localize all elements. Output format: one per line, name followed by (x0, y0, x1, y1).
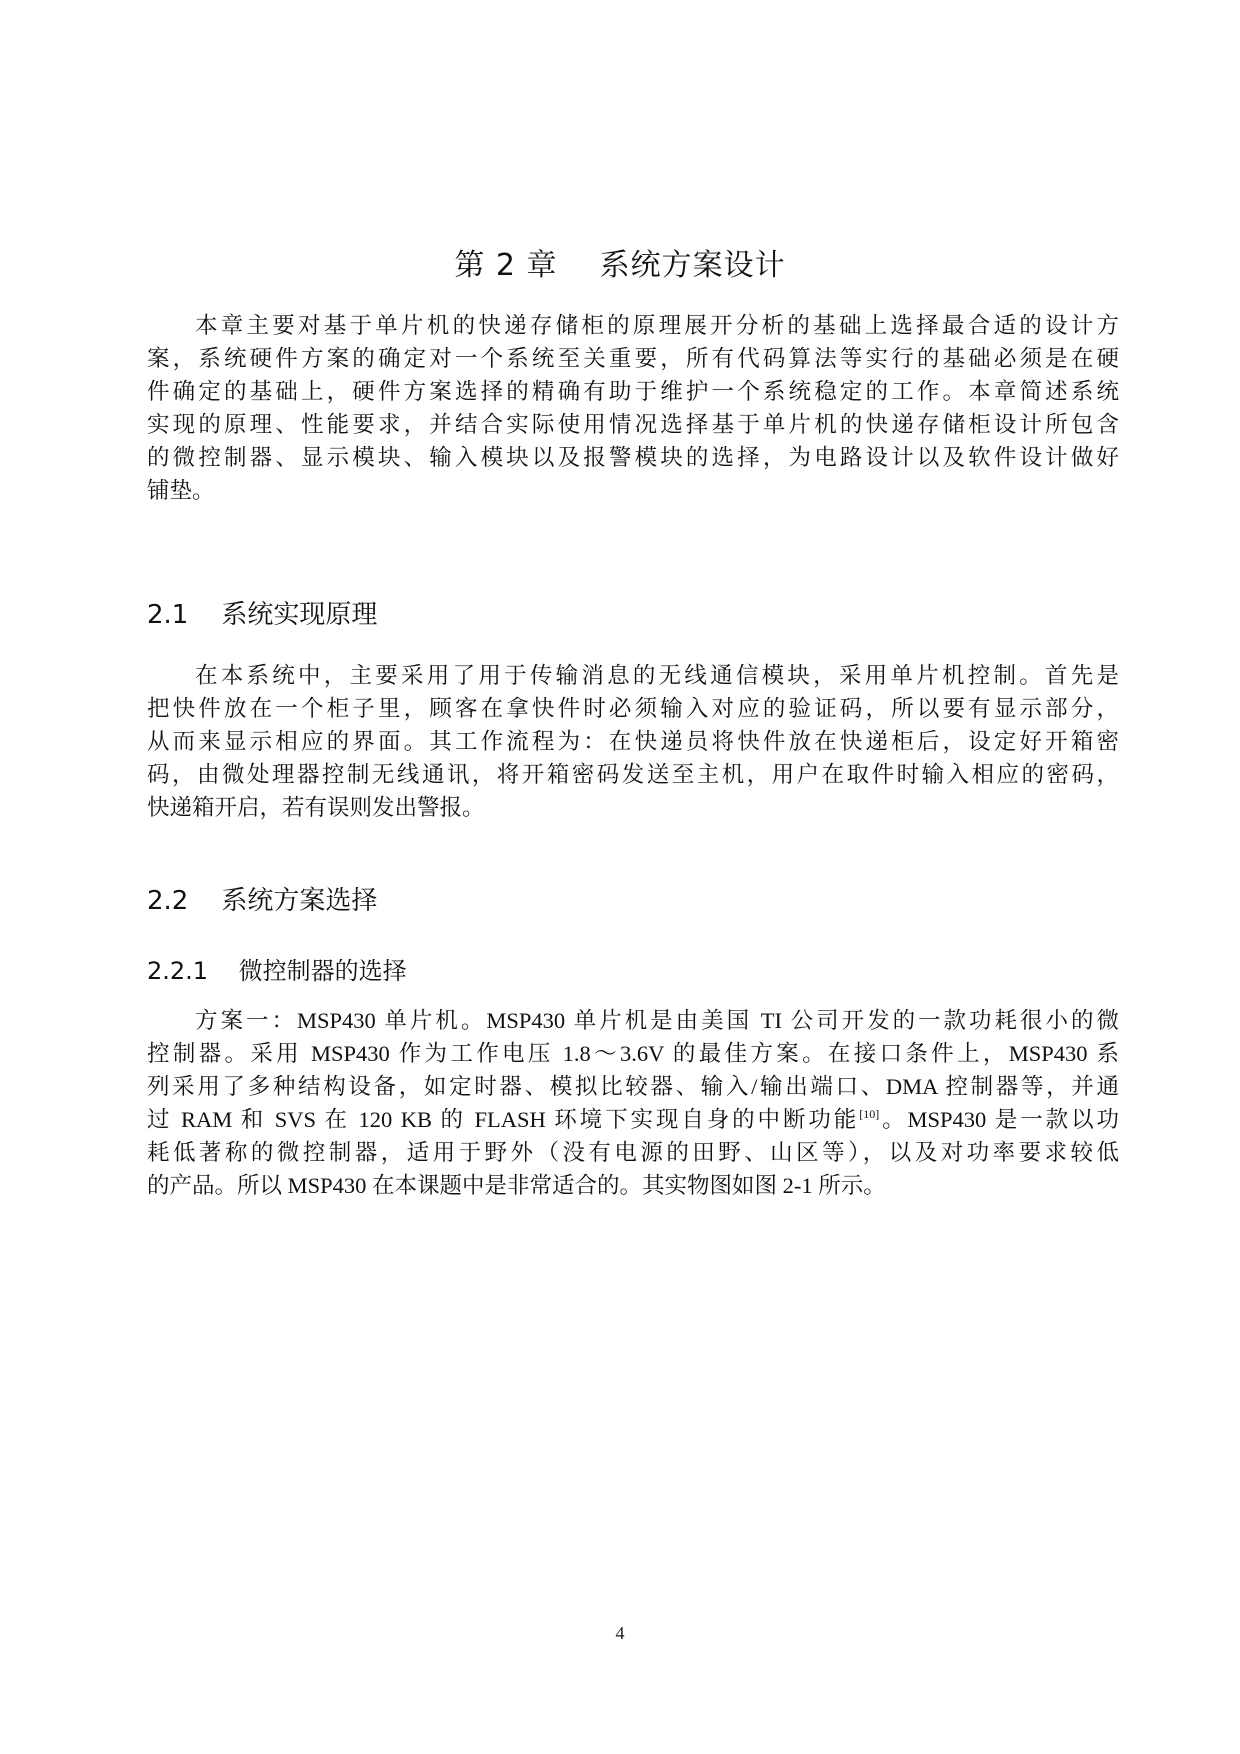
s21-line-1: 在本系统中，主要采用了用于传输消息的无线通信模块，采用单片机控制。首先是 (195, 663, 1119, 688)
intro-line-3: 件确定的基础上，硬件方案选择的精确有助于维护一个系统稳定的工作。本章简述系统 (147, 379, 1119, 404)
s21-line-5: 快递箱开启，若有误则发出警报。 (147, 795, 485, 820)
s221-line-6: 的产品。所以 MSP430 在本课题中是非常适合的。其实物图如图 2-1 所示。 (147, 1173, 886, 1198)
s221-line-4 (147, 1102, 1119, 1138)
intro-line-1: 本章主要对基于单片机的快递存储柜的原理展开分析的基础上选择最合适的设计方 (195, 313, 1119, 338)
s21-line-2: 把快件放在一个柜子里，顾客在拿快件时必须输入对应的验证码，所以要有显示部分， (147, 696, 1119, 721)
section-heading-2-2: 2.2 系统方案选择 (147, 886, 378, 916)
subsection-heading-2-2-1: 2.2.1 微控制器的选择 (147, 957, 407, 985)
chapter-title: 第 2 章 系统方案设计 (454, 248, 786, 283)
page-number: 4 (615, 1623, 625, 1643)
intro-line-6: 铺垫。 (147, 478, 215, 503)
citation-reference[interactable]: [10] (859, 1107, 880, 1121)
intro-line-2: 案，系统硬件方案的确定对一个系统至关重要，所有代码算法等实行的基础必须是在硬 (147, 346, 1119, 371)
s21-line-3: 从而来显示相应的界面。其工作流程为：在快递员将快件放在快递柜后，设定好开箱密 (147, 729, 1119, 754)
s221-line-4-tail: 。MSP430 是一款以功 (879, 1107, 1119, 1132)
s221-line-3: 列采用了多种结构设备，如定时器、模拟比较器、输入/输出端口、DMA 控制器等，并通 (147, 1074, 1119, 1099)
s221-line-4-text: 过 RAM 和 SVS 在 120 KB 的 FLASH 环境下实现自身的中断功能 (147, 1107, 860, 1132)
s21-line-4: 码，由微处理器控制无线通讯，将开箱密码发送至主机，用户在取件时输入相应的密码， (147, 762, 1119, 787)
s221-line-2: 控制器。采用 MSP430 作为工作电压 1.8～3.6V 的最佳方案。在接口条件上，MSP430 系 (147, 1041, 1119, 1066)
intro-line-4: 实现的原理、性能要求，并结合实际使用情况选择基于单片机的快递存储柜设计所包含 (147, 412, 1119, 437)
s221-line-1: 方案一：MSP430 单片机。MSP430 单片机是由美国 TI 公司开发的一款功耗很小的微 (195, 1008, 1119, 1033)
intro-line-5: 的微控制器、显示模块、输入模块以及报警模块的选择，为电路设计以及软件设计做好 (147, 445, 1119, 470)
s221-line-5: 耗低著称的微控制器，适用于野外（没有电源的田野、山区等），以及对功率要求较低 (147, 1140, 1119, 1165)
section-heading-2-1: 2.1 系统实现原理 (147, 600, 378, 630)
